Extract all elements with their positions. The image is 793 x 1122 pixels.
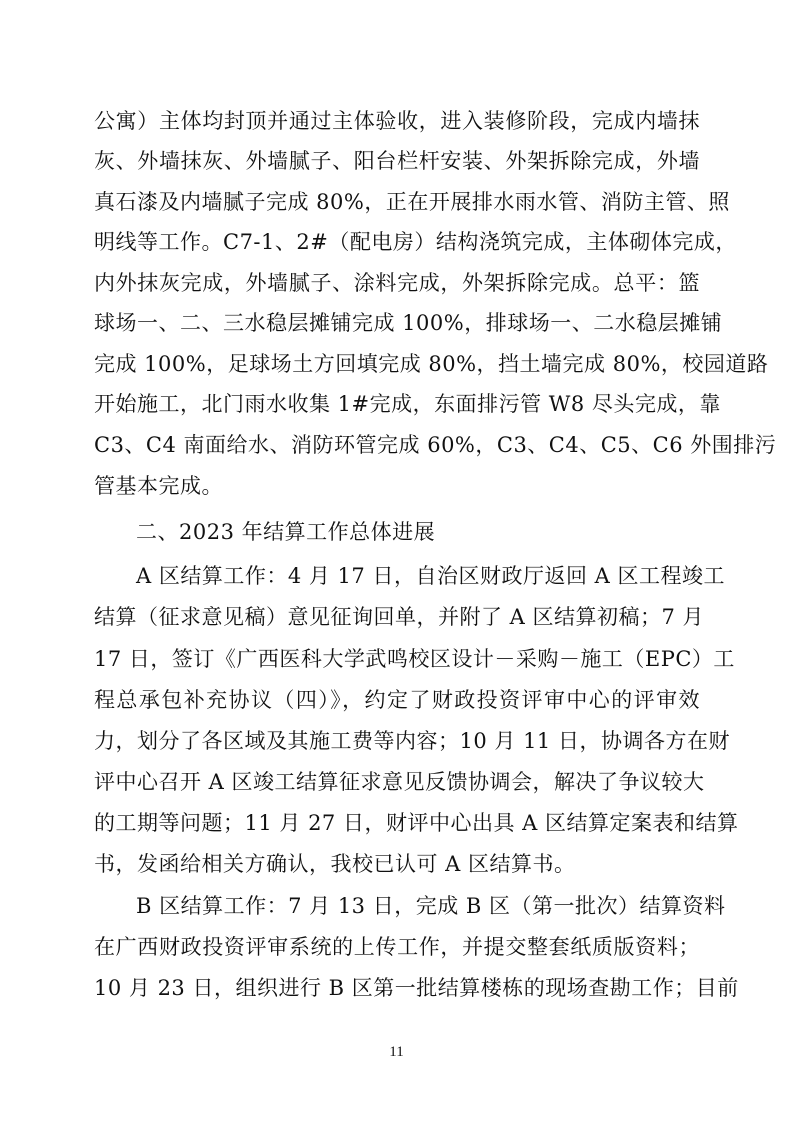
paragraph-line-14: 17 日，签订《广西医科大学武鸣校区设计－采购－施工（EPC）工 xyxy=(94,647,735,671)
paragraph-line-3: 真石漆及内墙腻子完成 80%，正在开展排水雨水管、消防主管、照 xyxy=(94,190,730,214)
paragraph-line-5: 内外抹灰完成，外墙腻子、涂料完成，外架拆除完成。总平：篮 xyxy=(94,271,700,295)
paragraph-line-21: 在广西财政投资评审系统的上传工作，并提交整套纸质版资料； xyxy=(94,935,700,959)
paragraph-line-16: 力，划分了各区域及其施工费等内容；10 月 11 日，协调各方在财 xyxy=(94,729,730,753)
paragraph-line-15: 程总承包补充协议（四）》，约定了财政投资评审中心的评审效 xyxy=(94,688,700,712)
paragraph-line-8: 开始施工，北门雨水收集 1#完成，东面排污管 W8 尽头完成，靠 xyxy=(94,392,721,416)
paragraph-line-12: A 区结算工作：4 月 17 日，自治区财政厅返回 A 区工程竣工 xyxy=(136,564,725,588)
paragraph-line-7: 完成 100%，足球场土方回填完成 80%，挡土墙完成 80%，校园道路 xyxy=(94,352,769,376)
paragraph-line-4: 明线等工作。C7-1、2#（配电房）结构浇筑完成，主体砌体完成， xyxy=(94,230,737,254)
paragraph-line-6: 球场一、二、三水稳层摊铺完成 100%，排球场一、二水稳层摊铺 xyxy=(94,311,723,335)
paragraph-line-10: 管基本完成。 xyxy=(94,474,223,498)
paragraph-line-13: 结算（征求意见稿）意见征询回单，并附了 A 区结算初稿；7 月 xyxy=(94,605,705,629)
section-heading: 二、2023 年结算工作总体进展 xyxy=(136,520,436,544)
paragraph-line-18: 的工期等问题；11 月 27 日，财评中心出具 A 区结算定案表和结算 xyxy=(94,811,739,835)
paragraph-line-19: 书，发函给相关方确认，我校已认可 A 区结算书。 xyxy=(94,852,576,876)
paragraph-line-1: 公寓）主体均封顶并通过主体验收，进入装修阶段，完成内墙抹 xyxy=(94,109,700,133)
paragraph-line-2: 灰、外墙抹灰、外墙腻子、阳台栏杆安装、外架拆除完成，外墙 xyxy=(94,149,700,173)
paragraph-line-9: C3、C4 南面给水、消防环管完成 60%，C3、C4、C5、C6 外围排污 xyxy=(94,433,777,457)
paragraph-line-20: B 区结算工作：7 月 13 日，完成 B 区（第一批次）结算资料 xyxy=(136,894,726,918)
paragraph-line-22: 10 月 23 日，组织进行 B 区第一批结算楼栋的现场查勘工作；目前 xyxy=(94,976,739,1000)
paragraph-line-17: 评中心召开 A 区竣工结算征求意见反馈协调会，解决了争议较大 xyxy=(94,770,705,794)
page-number: 11 xyxy=(389,1044,404,1060)
